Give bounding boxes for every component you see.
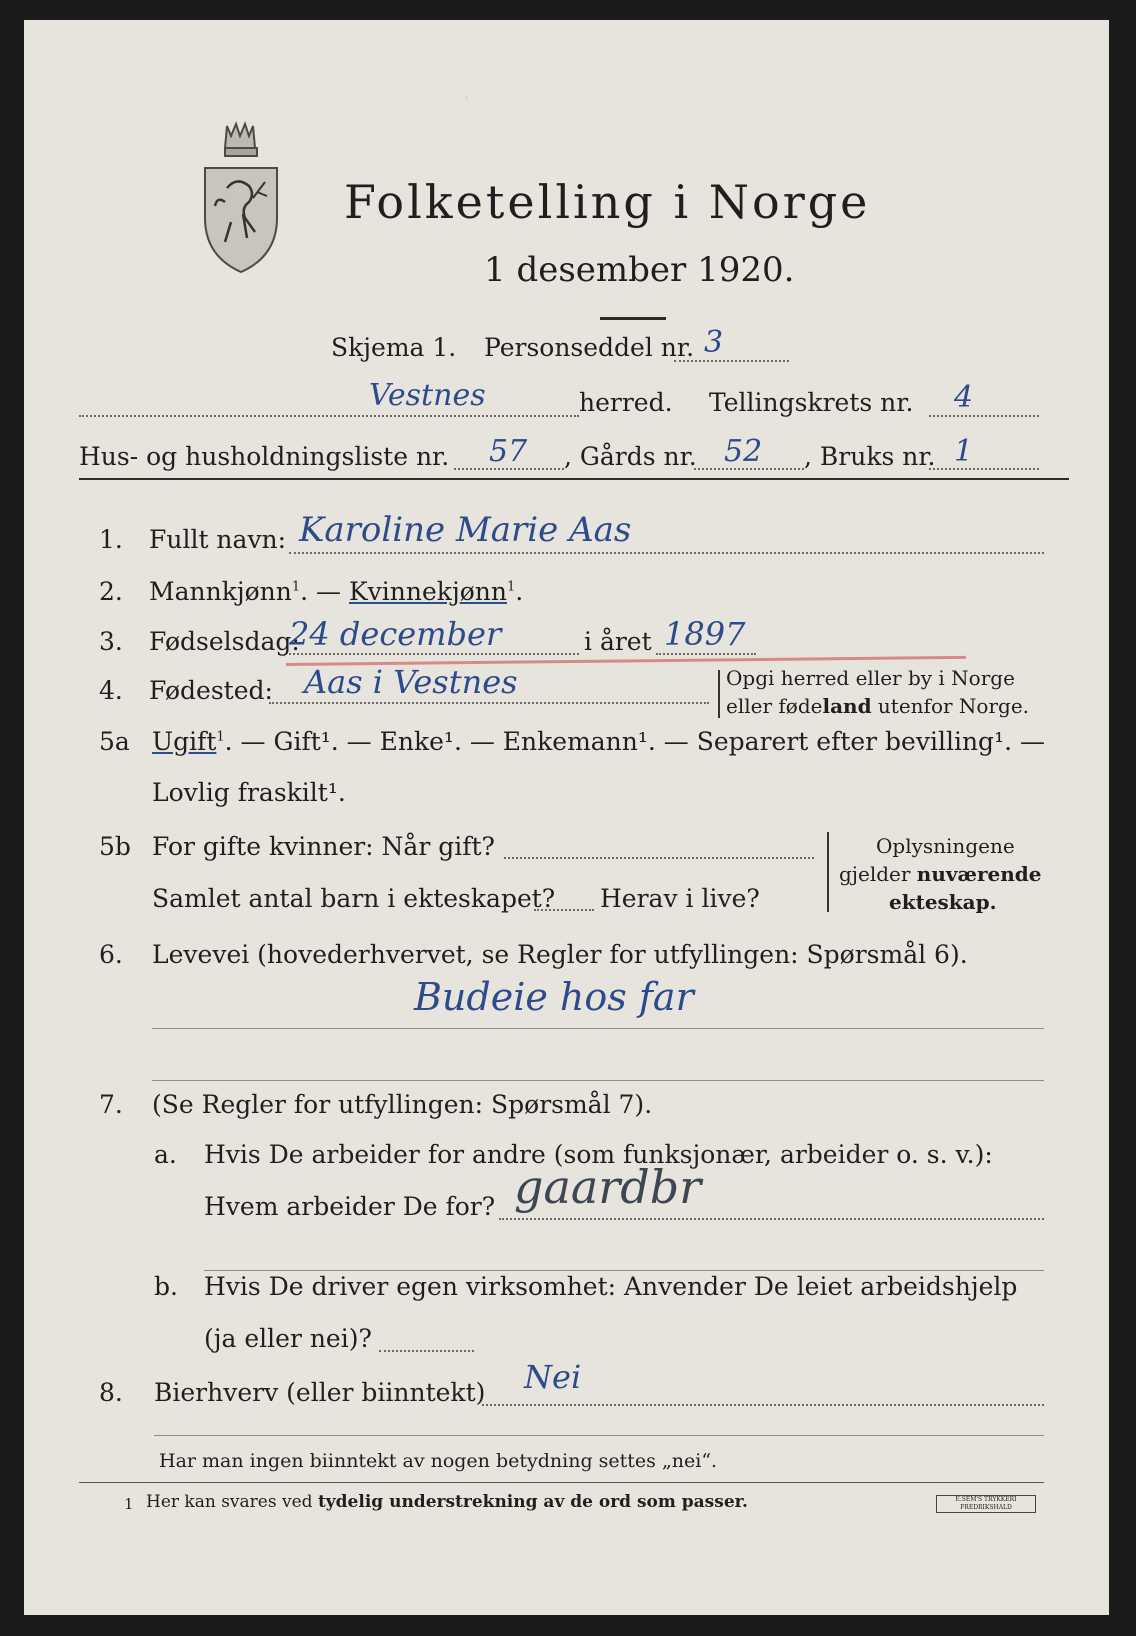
footnote-text-a: Her kan svares ved (146, 1492, 318, 1512)
occupation-value[interactable]: Budeie hos far (414, 975, 694, 1019)
birthplace-note-bracket (718, 670, 720, 718)
birthplace-note-part-a: eller føde (726, 694, 823, 718)
personseddel-label: Personseddel nr. (484, 333, 695, 362)
marital-status-rest: . — Gift¹. — Enke¹. — Enkemann¹. — Separert efter bevilling¹. — (224, 727, 1045, 756)
employer-value[interactable]: gaardbr (514, 1160, 702, 1214)
q1-label: Fullt navn: (149, 525, 287, 554)
birthplace-value[interactable]: Aas i Vestnes (304, 663, 518, 701)
q7b-letter: b. (154, 1272, 178, 1301)
married-when-field-line (504, 857, 814, 859)
q7b-yes-no-label: (ja eller nei)? (204, 1324, 372, 1353)
footnote-marker: 1 (216, 729, 225, 745)
title-divider (600, 317, 666, 320)
q5b-note-line2 (839, 862, 1042, 886)
personseddel-field-line (674, 360, 789, 362)
q5b-children-label: Samlet antal barn i ekteskapet? (152, 884, 556, 913)
bruks-field-line (929, 468, 1039, 470)
q5b-note-line2b: nuværende (916, 862, 1042, 886)
side-income-field-line (482, 1404, 1044, 1406)
bleed-through-text: · (464, 88, 470, 107)
gards-label: , Gårds nr. (564, 442, 697, 471)
footnote-marker: 1 (291, 579, 301, 595)
herred-value[interactable]: Vestnes (369, 378, 486, 413)
norwegian-coat-of-arms-icon (197, 118, 283, 274)
document-title: Folketelling i Norge (344, 175, 871, 229)
q5b-number: 5b (99, 832, 131, 861)
q5b-note-line2a: gjelder (839, 862, 917, 886)
year-label: i året (584, 627, 652, 656)
occupation-field-line-2 (152, 1080, 1044, 1081)
q2-separator: . — (300, 577, 342, 606)
q7b-question: Hvis De driver egen virksomhet: Anvender De leiet arbeidshjelp (204, 1272, 1018, 1301)
option-kvinnekjonn[interactable]: Kvinnekjønn (349, 577, 507, 606)
option-lovlig-fraskilt[interactable]: Lovlig fraskilt¹. (152, 778, 346, 807)
q4-label: Fødested: (149, 676, 273, 705)
footnote-marker: 1 (506, 579, 516, 595)
q7-number: 7. (99, 1090, 123, 1119)
footer-note: Har man ingen biinntekt av nogen betydning settes „nei“. (159, 1450, 718, 1472)
birthplace-note-line1: Opgi herred eller by i Norge (726, 666, 1015, 690)
birthday-field-line (289, 653, 579, 655)
q2-options (149, 577, 523, 606)
q5a-number: 5a (99, 727, 130, 756)
q6-number: 6. (99, 940, 123, 969)
gards-value[interactable]: 52 (724, 434, 763, 469)
birth-year-value[interactable]: 1897 (664, 615, 746, 653)
q2-end: . (515, 577, 524, 606)
personseddel-value[interactable]: 3 (704, 325, 724, 360)
bruks-value[interactable]: 1 (954, 434, 974, 469)
full-name-value[interactable]: Karoline Marie Aas (299, 510, 632, 550)
q1-number: 1. (99, 525, 123, 554)
birthday-value[interactable]: 24 december (289, 615, 502, 653)
q5b-note-bracket (827, 832, 829, 912)
birthplace-note-line2 (726, 694, 1029, 718)
employer-field-line (499, 1218, 1044, 1220)
q5b-note-line1: Oplysningene (876, 834, 1015, 858)
census-form-page (24, 20, 1109, 1615)
q6-label: Levevei (hovederhvervet, se Regler for utfyllingen: Spørsmål 6). (152, 940, 968, 969)
q5b-note-line3: ekteskap. (889, 890, 997, 914)
footnote-text-b: tydelig understrekning av de ord som passer. (317, 1492, 748, 1512)
footnote-separator (79, 1482, 1044, 1483)
q7a-letter: a. (154, 1140, 177, 1169)
herred-field-line (79, 415, 579, 417)
birthplace-field-line (269, 702, 709, 704)
bruks-label: , Bruks nr. (804, 442, 936, 471)
q4-number: 4. (99, 676, 123, 705)
q1-field-line (289, 552, 1044, 554)
q5b-married-when-label: For gifte kvinner: Når gift? (152, 832, 495, 861)
tellingskrets-value[interactable]: 4 (954, 380, 974, 415)
footnote-number: 1 (124, 1495, 134, 1513)
bottom-separator (154, 1435, 1044, 1436)
husliste-value[interactable]: 57 (489, 434, 528, 469)
q7a-question: Hvis De arbeider for andre (som funksjonær, arbeider o. s. v.): (204, 1140, 993, 1169)
side-income-value[interactable]: Nei (524, 1358, 582, 1396)
q7-label: (Se Regler for utfyllingen: Spørsmål 7). (152, 1090, 653, 1119)
header-separator (79, 478, 1069, 480)
birthplace-note-part-b: land (822, 694, 872, 718)
q3-number: 3. (99, 627, 123, 656)
printer-stamp: E.SEM'S TRYKKERI FREDRIKSHALD (936, 1495, 1036, 1513)
q8-label: Bierhverv (eller biinntekt) (154, 1378, 486, 1407)
children-field-line (534, 909, 594, 911)
yes-no-field-line (379, 1350, 474, 1352)
tellingskrets-field-line (929, 415, 1039, 417)
q8-number: 8. (99, 1378, 123, 1407)
option-mannkjonn[interactable]: Mannkjønn (149, 577, 292, 606)
skjema-label: Skjema 1. (331, 333, 457, 362)
q2-number: 2. (99, 577, 123, 606)
marital-status-options (152, 727, 1045, 756)
q5b-alive-label: Herav i live? (600, 884, 760, 913)
q7a-employer-label: Hvem arbeider De for? (204, 1192, 496, 1221)
document-date: 1 desember 1920. (484, 250, 795, 290)
herred-label: herred. (579, 388, 673, 417)
occupation-field-line-1 (152, 1028, 1044, 1029)
footnote-text (146, 1492, 748, 1512)
year-field-line (656, 653, 756, 655)
husliste-label: Hus- og husholdningsliste nr. (79, 442, 450, 471)
birthplace-note-part-c: utenfor Norge. (871, 694, 1030, 718)
option-ugift[interactable]: Ugift (152, 727, 217, 756)
tellingskrets-label: Tellingskrets nr. (709, 388, 914, 417)
employer-field-line-2 (204, 1270, 1044, 1271)
q3-label: Fødselsdag: (149, 627, 300, 656)
